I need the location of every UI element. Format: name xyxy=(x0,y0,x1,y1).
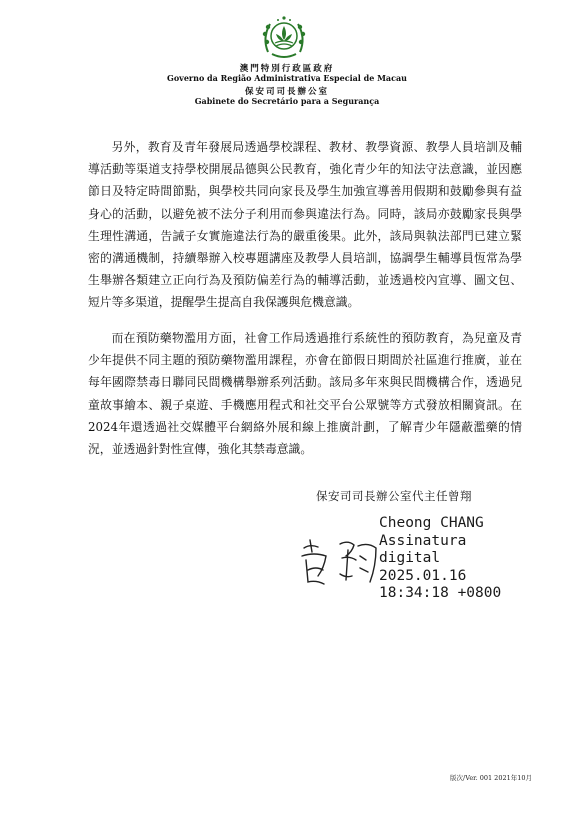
body-paragraph-2: 而在預防藥物濫用方面，社會工作局透過推行系統性的預防教育，為兒童及青少年提供不同主題的預防藥物濫用課程，亦會在節假日期間於社區進行推廣，並在每年國際禁毒日聯同民間機構舉辦系列活動。該局多年來與民間機構合作，透過兒童故事繪本、親子桌遊、手機應用程式和社交平台公眾號等方式發放相關資訊。在2024年還透過社交媒體平台網絡外展和線上推廣計劃，了解青少年隱蔽濫藥的情況，並透過針對性宣傳，強化其禁毒意識。 xyxy=(88,331,522,457)
signer-title: 保安司司長辦公室代主任曾翔 xyxy=(316,489,472,503)
handwritten-signature xyxy=(296,530,386,605)
digital-signature-label: Assinatura xyxy=(379,532,467,549)
macau-emblem-icon xyxy=(258,12,310,62)
body-paragraph-1: 另外，教育及青年發展局透過學校課程、教材、教學資源、教學人員培訓及輔導活動等渠道支持學校開展品德與公民教育，強化青少年的知法守法意識，並因應節日及特定時間節點，與學校共同向家長及學生加強宣導善用假期和鼓勵參與有益身心的活動，以避免被不法分子利用而參與違法行為。同時，該局亦鼓勵家長與學生理性溝通，告誡子女實施違法行為的嚴重後果。此外，該局與執法部門已建立緊密的溝通機制，持續舉辦入校專題講座及教學人員培訓，協調學生輔導員恆常為學生舉辦各類建立正向行為及預防偏差行為的輔導活動，並透過校內宣導、圖文包、短片等多渠道，提醒學生提高自我保護與危機意識。 xyxy=(88,140,522,310)
digital-signature-time: 18:34:18 +0800 xyxy=(379,585,502,602)
government-name-pt: Governo da Região Administrativa Especial de Macau xyxy=(167,73,407,83)
office-name-zh: 保安司司長辦公室 xyxy=(244,87,329,97)
government-name-zh: 澳門特別行政區政府 xyxy=(239,64,335,74)
digital-signature-block xyxy=(379,515,501,603)
digital-signature-name: Cheong CHANG xyxy=(379,515,484,531)
digital-signature-date: 2025.01.16 xyxy=(379,567,467,584)
office-name-pt: Gabinete do Secretário para a Segurança xyxy=(194,96,380,106)
document-version: 版次/Ver. 001 2021年10月 xyxy=(450,774,532,782)
digital-signature-label-2: digital xyxy=(379,550,441,567)
